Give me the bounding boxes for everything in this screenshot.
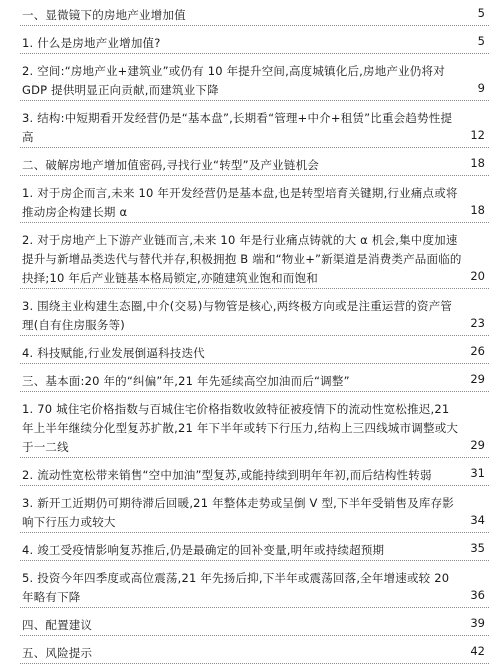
toc-entry[interactable] (20, 62, 489, 101)
toc-entry-text: 1. 70 城住宅价格指数与百城住宅价格指数收敛特征被疫情下的流动性宽松推迟,21 年上半年继续分化型复苏扩散,21 年下半年或转下行压力,结构上三四线城市调整或大于一二线 (22, 402, 459, 454)
toc-entry-text: 一、显微镜下的房地产业增加值 (22, 8, 186, 22)
toc-entry[interactable] (20, 344, 489, 364)
toc-entry[interactable] (20, 109, 489, 148)
toc-entry[interactable] (20, 231, 489, 289)
toc-entry[interactable] (20, 34, 489, 54)
toc-entry-text: 五、风险提示 (22, 646, 93, 660)
toc-page-number: 29 (470, 438, 485, 452)
toc-page-number: 39 (470, 616, 485, 630)
toc-entry-text: 2. 对于房地产上下游产业链而言,未来 10 年是行业痛点铸就的大 α 机会,集中度加速提升与新增品类迭代与替代并存,积极拥抱 B 端和“物业+”新渠道是消费类产品面临的抉择;10 年后产业链基本格局锁定,亦随建筑业饱和而饱和 (22, 233, 462, 285)
toc-entry-text: 1. 对于房企而言,未来 10 年开发经营仍是基本盘,也是转型培育关键期,行业痛点或将推动房企构建长期 α (22, 186, 458, 219)
toc-entry[interactable] (20, 156, 489, 176)
toc-entry[interactable] (20, 569, 489, 608)
toc-entry[interactable] (20, 466, 489, 486)
toc-page-number: 18 (470, 156, 485, 170)
toc-entry-text: 3. 新开工近期仍可期待滞后回暖,21 年整体走势或呈倒 V 型,下半年受销售及库存影响下行压力或较大 (22, 496, 455, 529)
toc-entry[interactable] (20, 372, 489, 392)
toc-entry-text: 1. 什么是房地产业增加值? (22, 36, 161, 50)
toc-page-number: 9 (477, 81, 485, 95)
toc-page-number: 12 (470, 128, 485, 142)
toc-entry-text: 三、基本面:20 年的“纠偏”年,21 年先延续高空加油而后“调整” (22, 374, 350, 388)
toc-entry-text: 3. 结构:中短期看开发经营仍是“基本盘”,长期看“管理+中介+租赁”比重会趋势性提高 (22, 111, 453, 144)
toc-page-number: 35 (470, 541, 485, 555)
toc-entry-text: 5. 投资今年四季度或高位震荡,21 年先扬后抑,下半年或震荡回落,全年增速或较 20 年略有下降 (22, 571, 450, 604)
toc-entry[interactable] (20, 400, 489, 458)
toc-entry-text: 二、破解房地产增加值密码,寻找行业“转型”及产业链机会 (22, 158, 319, 172)
toc-page-number: 29 (470, 372, 485, 386)
toc-entry-text: 3. 围绕主业构建生态圈,中介(交易)与物管是核心,两终极方向或是注重运营的资产管理(自有住房服务等) (22, 299, 453, 332)
toc-entry[interactable] (20, 541, 489, 561)
toc-page-number: 20 (470, 269, 485, 283)
toc-entry[interactable] (20, 644, 489, 664)
toc-entry-text: 2. 流动性宽松带来销售“空中加油”型复苏,或能持续到明年年初,而后结构性转弱 (22, 468, 432, 482)
toc-entry[interactable] (20, 6, 489, 26)
toc-page-number: 36 (470, 588, 485, 602)
toc-page-number: 23 (470, 316, 485, 330)
toc-entry-text: 2. 空间:“房地产业+建筑业”或仍有 10 年提升空间,高度城镇化后,房地产业仍将对 GDP 提供明显正向贡献,而建筑业下降 (22, 64, 445, 97)
toc-page-number: 5 (477, 6, 485, 20)
toc-page-number: 42 (470, 644, 485, 658)
toc-page-number: 31 (470, 466, 485, 480)
toc-entry[interactable] (20, 494, 489, 533)
toc-page-number: 34 (470, 513, 485, 527)
toc-page-number: 5 (477, 34, 485, 48)
toc-entry-text: 4. 竣工受疫情影响复苏推后,仍是最确定的回补变量,明年或持续超预期 (22, 543, 385, 557)
toc-entry[interactable] (20, 616, 489, 636)
toc-page-number: 26 (470, 344, 485, 358)
toc-entry[interactable] (20, 184, 489, 223)
toc-page-number: 18 (470, 203, 485, 217)
toc-entry[interactable] (20, 297, 489, 336)
toc-entry-text: 4. 科技赋能,行业发展倒逼科技迭代 (22, 346, 205, 360)
toc-entry-text: 四、配置建议 (22, 618, 93, 632)
